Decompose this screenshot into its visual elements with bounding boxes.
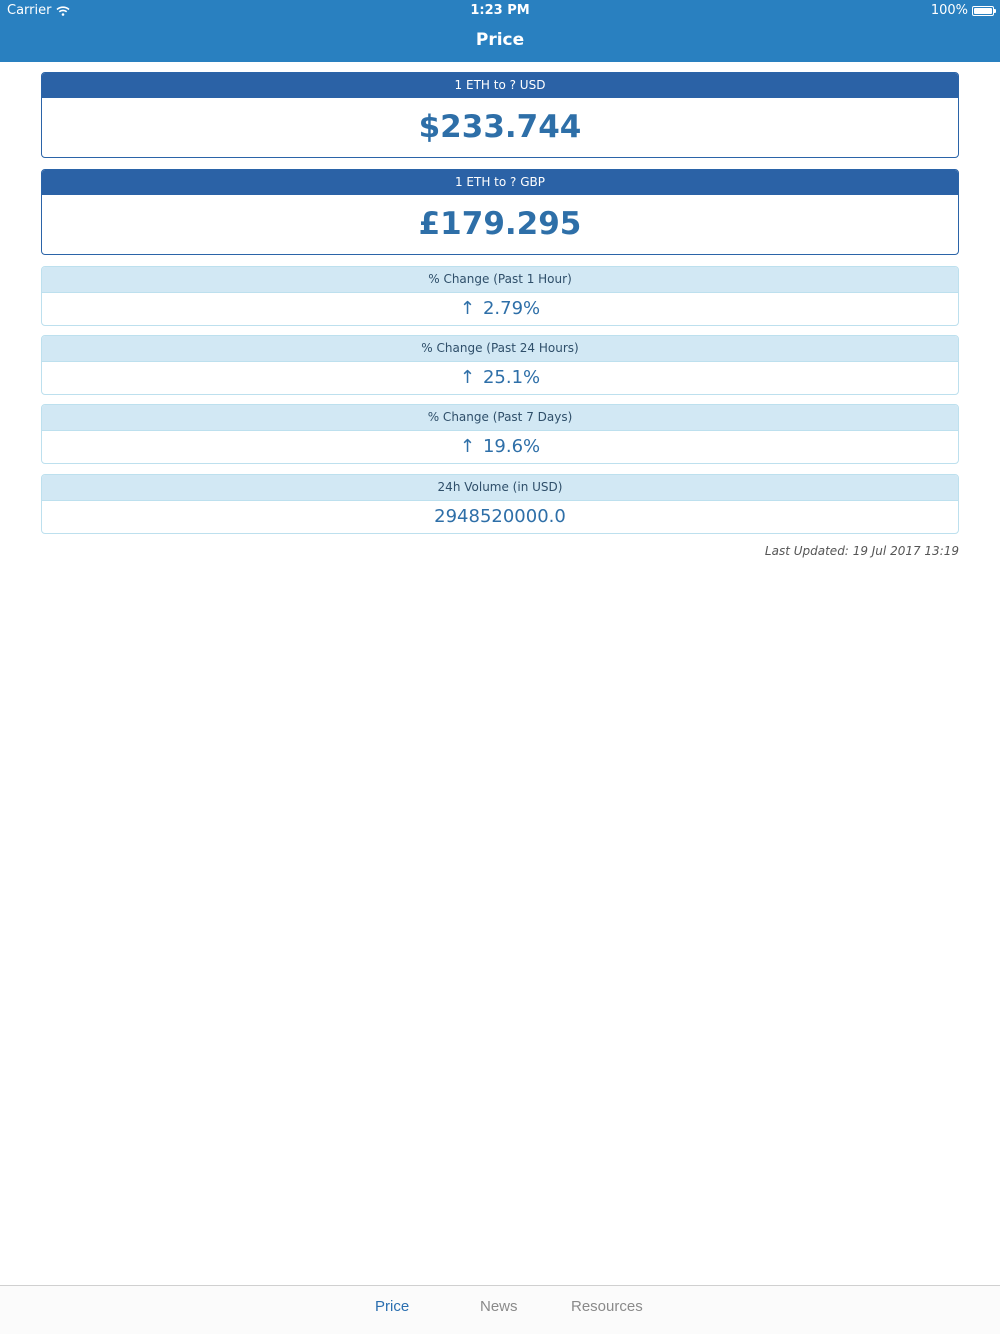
gbp-price-value: £179.295 bbox=[418, 206, 582, 242]
battery-icon bbox=[972, 6, 994, 16]
change-24h-label: % Change (Past 24 Hours) bbox=[42, 336, 958, 362]
change-1h-label: % Change (Past 1 Hour) bbox=[42, 267, 958, 293]
tab-news[interactable]: News bbox=[480, 1298, 518, 1315]
last-updated bbox=[765, 544, 959, 558]
change-24h-row bbox=[42, 362, 958, 394]
page-title: Price bbox=[475, 30, 525, 50]
tab-bar bbox=[0, 1285, 1000, 1334]
change-1h-card bbox=[41, 266, 959, 326]
top-bar bbox=[0, 0, 1000, 62]
arrow-up-icon: ↑ bbox=[459, 367, 475, 388]
change-24h-value: 25.1% bbox=[482, 367, 541, 388]
carrier-label: Carrier bbox=[7, 3, 52, 18]
status-time: 1:23 PM bbox=[470, 3, 530, 18]
change-7d-card bbox=[41, 404, 959, 464]
change-1h-value: 2.79% bbox=[482, 298, 541, 319]
battery-percent: 100% bbox=[930, 3, 968, 18]
tab-resources[interactable]: Resources bbox=[571, 1298, 643, 1315]
battery-indicator bbox=[931, 3, 994, 18]
change-7d-row bbox=[42, 431, 958, 463]
usd-price-label: 1 ETH to ? USD bbox=[42, 73, 958, 98]
change-24h-card bbox=[41, 335, 959, 395]
status-bar bbox=[0, 0, 1000, 22]
arrow-up-icon: ↑ bbox=[459, 436, 475, 457]
tab-price[interactable]: Price bbox=[375, 1298, 410, 1315]
change-7d-value: 19.6% bbox=[482, 436, 541, 457]
arrow-up-icon: ↑ bbox=[459, 298, 475, 319]
gbp-price-label: 1 ETH to ? GBP bbox=[42, 170, 958, 195]
gbp-price-card bbox=[41, 169, 959, 255]
volume-24h-label: 24h Volume (in USD) bbox=[42, 475, 958, 501]
last-updated-value: 19 Jul 2017 13:19 bbox=[852, 544, 959, 558]
volume-24h-card bbox=[41, 474, 959, 534]
usd-price-card bbox=[41, 72, 959, 158]
change-1h-row bbox=[42, 293, 958, 325]
change-7d-label: % Change (Past 7 Days) bbox=[42, 405, 958, 431]
volume-24h-value: 2948520000.0 bbox=[434, 506, 566, 527]
last-updated-label: Last Updated: bbox=[764, 544, 849, 558]
usd-price-value: $233.744 bbox=[418, 109, 582, 145]
